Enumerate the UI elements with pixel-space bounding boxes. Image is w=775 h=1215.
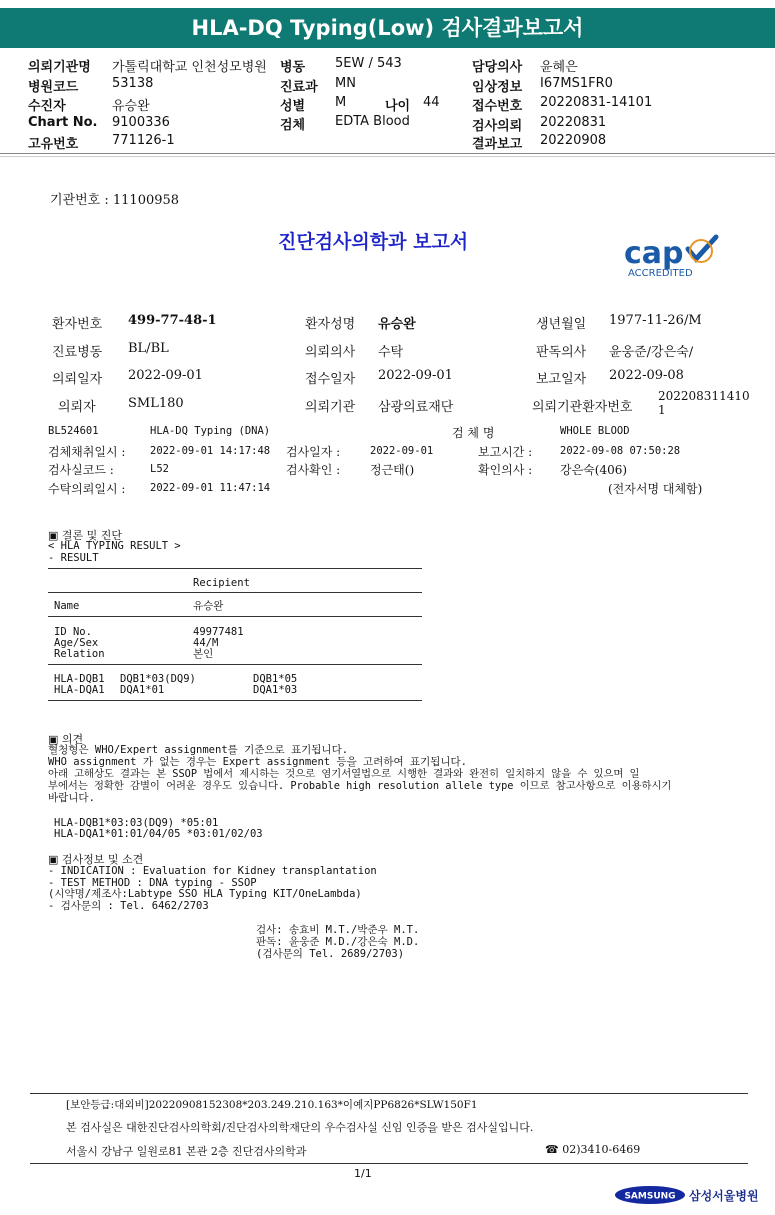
patient-label: 의뢰일자 xyxy=(52,372,103,387)
divider xyxy=(48,700,422,701)
divider xyxy=(48,592,422,593)
info-label: 검체채취일시 : xyxy=(48,445,126,459)
header-value: 윤혜은 xyxy=(540,60,578,75)
high-res-dqa1: HLA-DQA1*01:01/04/05 *03:01/02/03 xyxy=(54,828,263,840)
cap-accredited-logo xyxy=(622,233,722,281)
info-label: 검사일자 : xyxy=(286,445,341,459)
opinion-line: WHO assignment 가 없는 경우는 Expert assignment 등을 고려하여 표기됩니다. xyxy=(48,756,467,768)
info-value: 2022-09-08 07:50:28 xyxy=(560,445,681,457)
header-value: 가톨릭대학교 인천성모병원 xyxy=(112,60,267,75)
info-value: 2022-09-01 11:47:14 xyxy=(150,482,271,494)
header-label: 임상정보 xyxy=(472,80,523,95)
specimen-label: 검 체 명 xyxy=(452,426,495,440)
header-value: EDTA Blood xyxy=(335,114,410,129)
patient-label: 의뢰의사 xyxy=(305,345,356,360)
footer-divider xyxy=(30,1163,748,1164)
report-heading: 진단검사의학과 보고서 xyxy=(278,231,469,253)
header-label: 병동 xyxy=(280,60,306,75)
patient-label: 생년월일 xyxy=(536,317,587,332)
opinion-line: 바랍니다. xyxy=(48,792,95,804)
lab-phone: ☎ 02)3410-6469 xyxy=(545,1143,641,1156)
header-value: 20220831 xyxy=(540,115,607,130)
hospital-name: 삼성서울병원 xyxy=(689,1189,759,1203)
info-label: 검사실코드 : xyxy=(48,463,114,477)
info-value: 강은숙(406) xyxy=(560,463,628,477)
lab-address: 서울시 강남구 일원로81 본관 2층 진단검사의학과 xyxy=(66,1145,307,1158)
patient-label: 환자번호 xyxy=(52,317,103,332)
relation-label: Relation xyxy=(54,648,105,660)
esign-note: (전자서명 대체함) xyxy=(608,482,703,496)
header-label: 병원코드 xyxy=(28,80,79,95)
name-label: Name xyxy=(54,600,80,612)
dqa1-label: HLA-DQA1 xyxy=(54,684,105,696)
testinfo-line: - 검사문의 : Tel. 6462/2703 xyxy=(48,900,209,912)
testinfo-line: - INDICATION : Evaluation for Kidney transplantation xyxy=(48,865,377,877)
dqb1-label: HLA-DQB1 xyxy=(54,673,105,685)
id-label: ID No. xyxy=(54,626,92,638)
result-subheading: - RESULT xyxy=(48,552,99,564)
info-label: 보고시간 : xyxy=(478,445,533,459)
certification-note: 본 검사실은 대한진단검사의학회/진단검사의학재단의 우수검사실 신임 인증을 받은 검사실입니다. xyxy=(66,1121,534,1134)
patient-value: 2022-09-08 xyxy=(609,368,684,383)
divider xyxy=(48,616,422,617)
security-line: [보안등급:대외비]20220908152308*203.249.210.163*이예지PP6826*SLW150F1 xyxy=(66,1099,478,1111)
dqa1-allele-1: DQA1*01 xyxy=(120,684,165,696)
header-label: 검사의뢰 xyxy=(472,119,523,134)
info-value: 2022-09-01 xyxy=(370,445,434,457)
patient-value: 2022-09-01 xyxy=(378,368,453,383)
header-value: I67MS1FR0 xyxy=(540,76,613,91)
header-label: 고유번호 xyxy=(28,137,79,152)
divider xyxy=(48,568,422,569)
header-label: 의뢰기관명 xyxy=(28,60,91,75)
age-value: 44/M xyxy=(193,637,219,649)
header-value: 유승완 xyxy=(112,99,150,114)
divider xyxy=(48,664,422,665)
header-value: M xyxy=(335,95,347,110)
header-value: 53138 xyxy=(112,76,154,91)
age-label: Age/Sex xyxy=(54,637,99,649)
dqa1-allele-2: DQA1*03 xyxy=(253,684,298,696)
header-divider xyxy=(0,156,775,157)
info-label: 검사확인 : xyxy=(286,463,341,477)
id-value: 49977481 xyxy=(193,626,244,638)
samsung-logo xyxy=(614,1185,686,1205)
header-value: 20220908 xyxy=(540,133,607,148)
signature-line: (검사문의 Tel. 2689/2703) xyxy=(256,948,405,960)
section-heading: ▣ 검사정보 및 소견 xyxy=(48,853,144,866)
info-value: 2022-09-01 14:17:48 xyxy=(150,445,271,457)
header-label: 담당의사 xyxy=(472,60,523,75)
header-value: 5EW / 543 xyxy=(335,56,402,71)
dqb1-allele-2: DQB1*05 xyxy=(253,673,298,685)
header-label: 진료과 xyxy=(280,80,318,95)
result-heading: < HLA TYPING RESULT > xyxy=(48,540,181,552)
info-label: 수탁의뢰일시 : xyxy=(48,482,126,496)
test-code: BL524601 xyxy=(48,425,99,437)
opinion-line: 부에서는 정확한 감별이 어려운 경우도 있습니다. Probable high resolution allele type 이므로 참고사항으로 이용하시기 xyxy=(48,780,672,792)
recipient-label: Recipient xyxy=(193,577,250,589)
header-value: MN xyxy=(335,76,356,91)
patient-value: 수탁 xyxy=(378,345,404,360)
age-value: 44 xyxy=(423,95,440,110)
header-value: 771126-1 xyxy=(112,133,175,148)
svg-text:cap: cap xyxy=(624,236,684,271)
patient-birth: 1977-11-26/M xyxy=(609,313,702,328)
patient-value: 삼광의료재단 xyxy=(378,400,454,415)
patient-label: 의뢰기관환자번호 xyxy=(532,400,633,415)
patient-value: 2022-09-01 xyxy=(128,368,203,383)
patient-label: 판독의사 xyxy=(536,345,587,360)
name-value: 유승완 xyxy=(193,600,224,612)
patient-value: SML180 xyxy=(128,396,184,411)
header-label: 결과보고 xyxy=(472,137,523,152)
patient-value: 1 xyxy=(658,403,666,417)
patient-name: 유승완 xyxy=(378,317,416,332)
patient-label: 진료병동 xyxy=(52,345,103,360)
header-label: 수진자 xyxy=(28,99,66,114)
opinion-line: 아래 고해상도 결과는 본 SSOP 법에서 제시하는 것으로 염기서열법으로 시행한 결과와 완전히 일치하지 않을 수 있으며 일 xyxy=(48,768,640,780)
header-label: 검체 xyxy=(280,118,306,133)
header-label: 접수번호 xyxy=(472,99,523,114)
report-title: HLA-DQ Typing(Low) 검사결과보고서 xyxy=(0,8,775,48)
header-value: 20220831-14101 xyxy=(540,95,653,110)
header-label: 성별 xyxy=(280,99,306,114)
info-label: 확인의사 : xyxy=(478,463,533,477)
patient-value: 윤웅준/강은숙/ xyxy=(609,345,694,360)
testinfo-line: - TEST METHOD : DNA typing - SSOP xyxy=(48,877,257,889)
testinfo-line: (시약명/제조사:Labtype SSO HLA Typing KIT/OneLambda) xyxy=(48,888,362,900)
patient-id: 499-77-48-1 xyxy=(128,313,217,328)
test-name: HLA-DQ Typing (DNA) xyxy=(150,425,271,437)
svg-text:SAMSUNG: SAMSUNG xyxy=(624,1191,676,1202)
patient-label: 환자성명 xyxy=(305,317,356,332)
age-label: 나이 xyxy=(385,99,411,114)
section-heading: ▣ 의견 xyxy=(48,733,84,746)
patient-label: 의뢰자 xyxy=(58,400,96,415)
header-value: 9100336 xyxy=(112,115,170,130)
signature-line: 검사: 송효비 M.T./박준우 M.T. xyxy=(256,924,420,936)
info-value: L52 xyxy=(150,463,169,475)
opinion-line: 혈청형은 WHO/Expert assignment를 기준으로 표기됩니다. xyxy=(48,744,349,756)
patient-value: BL/BL xyxy=(128,341,169,356)
dqb1-allele-1: DQB1*03(DQ9) xyxy=(120,673,196,685)
svg-text:ACCREDITED: ACCREDITED xyxy=(628,268,693,279)
footer-divider xyxy=(30,1093,748,1094)
page-number: 1/1 xyxy=(354,1167,372,1180)
signature-line: 판독: 윤웅준 M.D./강은숙 M.D. xyxy=(256,936,420,948)
patient-value: 202208311410 xyxy=(658,389,750,403)
patient-label: 의뢰기관 xyxy=(305,400,356,415)
high-res-dqb1: HLA-DQB1*03:03(DQ9) *05:01 xyxy=(54,817,219,829)
specimen-value: WHOLE BLOOD xyxy=(560,425,630,437)
institution-number: 기관번호 : 11100958 xyxy=(50,193,180,208)
info-value: 정근태() xyxy=(370,463,415,477)
section-heading: ▣ 결론 및 진단 xyxy=(48,529,123,542)
patient-label: 보고일자 xyxy=(536,372,587,387)
header-divider xyxy=(0,153,775,154)
header-label: Chart No. xyxy=(28,115,98,130)
relation-value: 본인 xyxy=(193,648,214,660)
patient-label: 접수일자 xyxy=(305,372,356,387)
